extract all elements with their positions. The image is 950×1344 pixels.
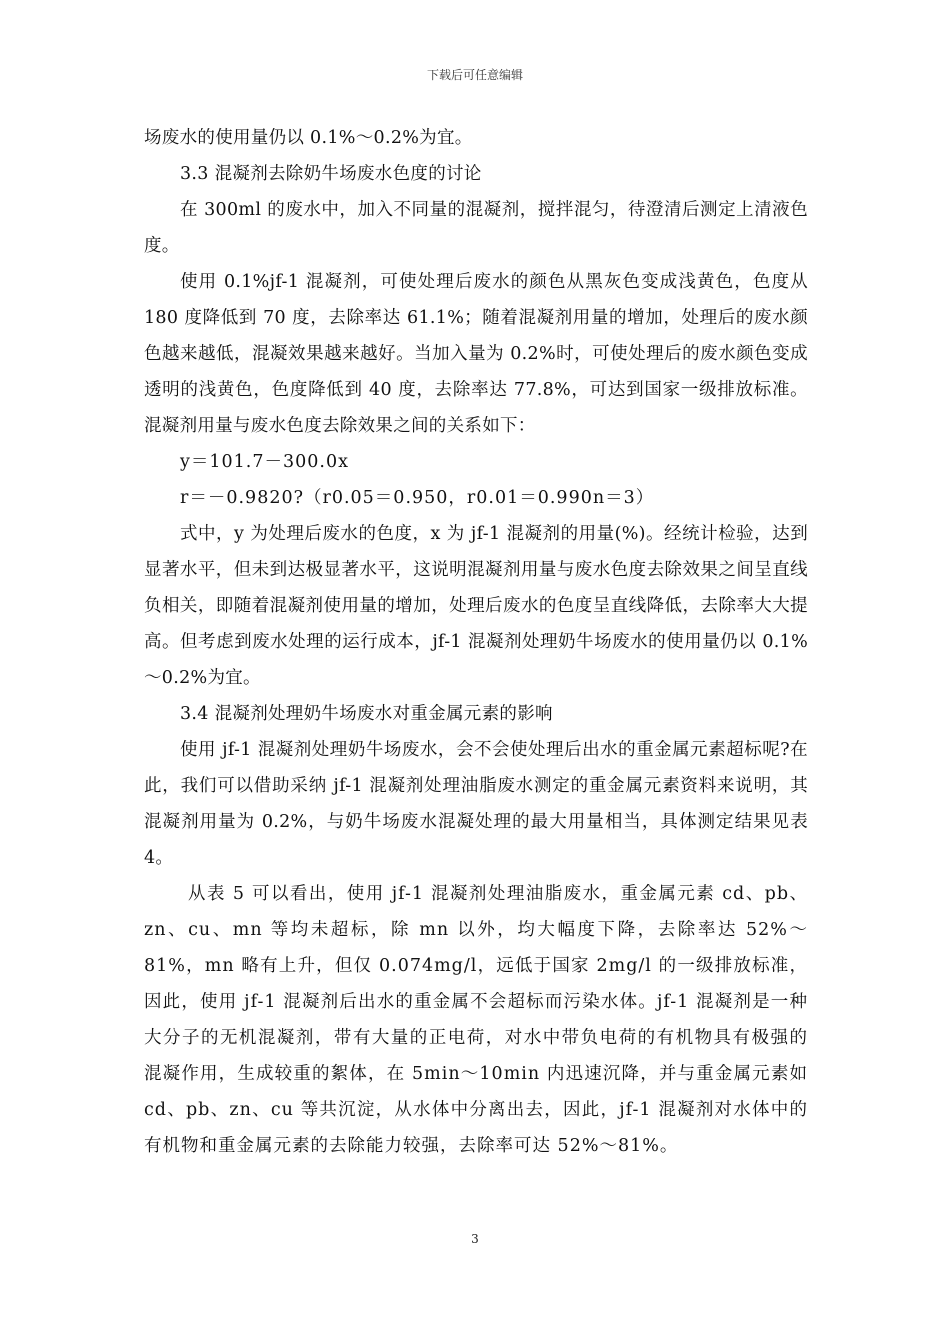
page-number: 3	[471, 1232, 479, 1246]
paragraph-continuation: 场废水的使用量仍以 0.1%～0.2%为宜。	[144, 128, 473, 148]
paragraph-method: 在 300ml 的废水中，加入不同量的混凝剂，搅拌混匀，待澄清后测定上清液色度。	[144, 200, 808, 256]
page-header: 下载后可任意编辑	[426, 68, 523, 82]
paragraph-analysis: 式中，y 为处理后废水的色度，x 为 jf-1 混凝剂的用量(%)。经统计检验，达到显著水平，但未到达极显著水平，这说明混凝剂用量与废水色度去除效果之间呈直线负相关，即随着混凝剂使用量的增加，处理后废水的色度呈直线降低，去除率大大提高。但考虑到废水处理的运行成本，jf-1 混凝剂处理奶牛场废水的使用量仍以 0.1%～0.2%为宜。	[144, 524, 808, 688]
regression-equation: y＝101.7－300.0x	[180, 452, 349, 472]
section-heading-3-3: 3.3 混凝剂去除奶牛场废水色度的讨论	[180, 164, 482, 184]
document-body	[144, 120, 808, 1164]
paragraph-results: 使用 0.1%jf-1 混凝剂，可使处理后废水的颜色从黑灰色变成浅黄色，色度从 180 度降低到 70 度，去除率达 61.1%；随着混凝剂用量的增加，处理后的废水颜色越来越低，混凝效果越来越好。当加入量为 0.2%时，可使处理后的废水颜色变成透明的浅黄色，色度降低到 40 度，去除率达 77.8%，可达到国家一级排放标准。混凝剂用量与废水色度去除效果之间的关系如下：	[144, 272, 808, 436]
section-heading-3-4: 3.4 混凝剂处理奶牛场废水对重金属元素的影响	[180, 704, 553, 724]
paragraph-conclusion: 从表 5 可以看出，使用 jf-1 混凝剂处理油脂废水，重金属元素 cd、pb、zn、cu、mn 等均未超标，除 mn 以外，均大幅度下降，去除率达 52%～81%，mn 略有上升，但仅 0.074mg/l，远低于国家 2mg/l 的一级排放标准，因此，使用 jf-1 混凝剂后出水的重金属不会超标而污染水体。jf-1 混凝剂是一种大分子的无机混凝剂，带有大量的正电荷，对水中带负电荷的有机物具有极强的混凝作用，生成较重的絮体，在 5min～10min 内迅速沉降，并与重金属元素如 cd、pb、zn、cu 等共沉淀，从水体中分离出去，因此，jf-1 混凝剂对水体中的有机物和重金属元素的去除能力较强，去除率可达 52%～81%。	[144, 884, 808, 1156]
paragraph-heavy-metals: 使用 jf-1 混凝剂处理奶牛场废水，会不会使处理后出水的重金属元素超标呢?在此，我们可以借助采纳 jf-1 混凝剂处理油脂废水测定的重金属元素资料来说明，其混凝剂用量为 0.2%，与奶牛场废水混凝处理的最大用量相当，具体测定结果见表 4。	[144, 740, 808, 868]
correlation-coefficient: r＝－0.9820?（r0.05＝0.950，r0.01＝0.990n＝3）	[180, 488, 655, 508]
